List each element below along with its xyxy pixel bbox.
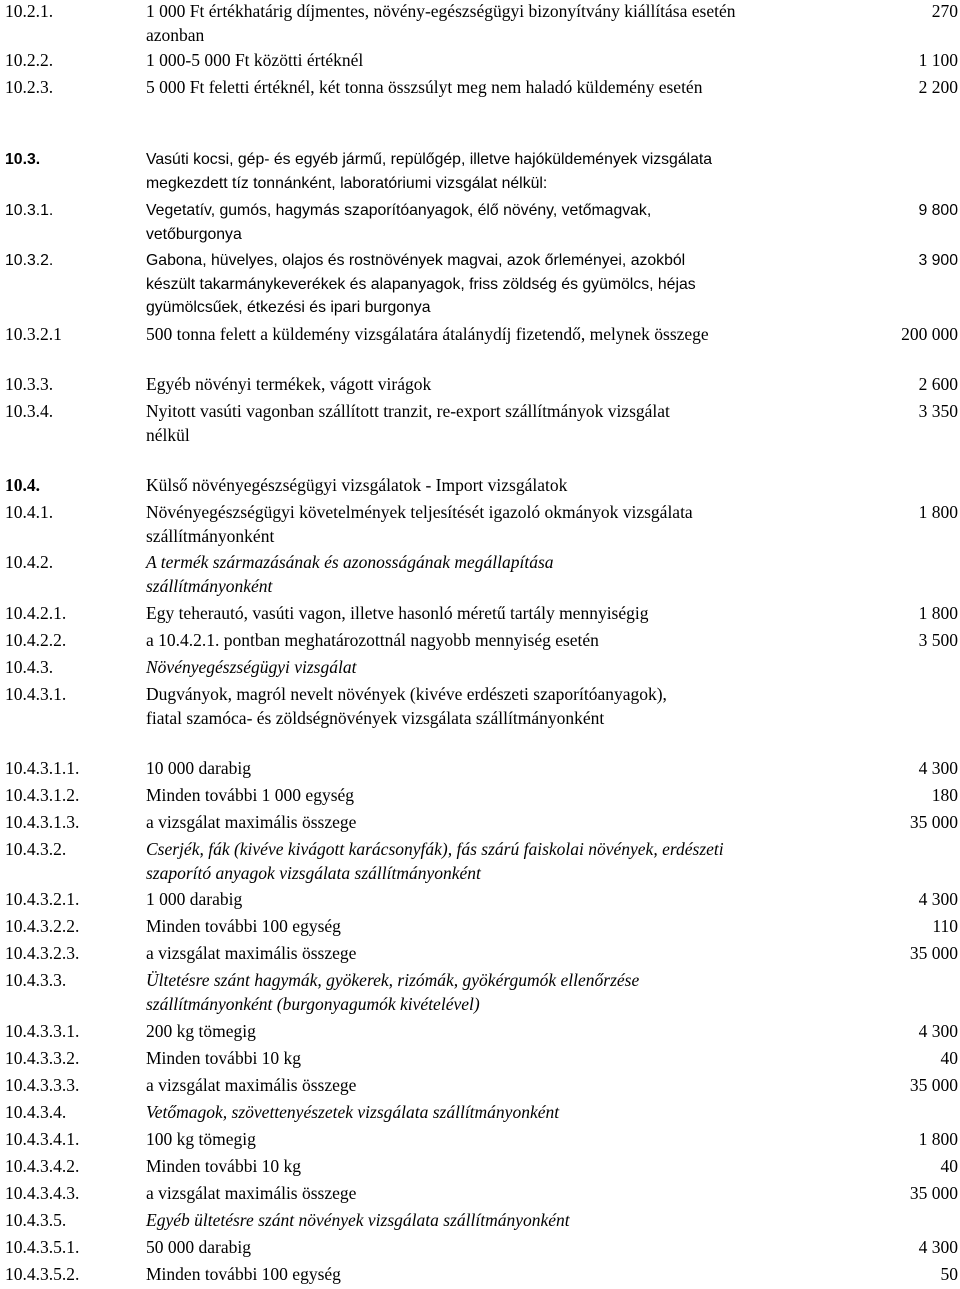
section-number: 10.3. [5,151,41,168]
section-description: Vasúti kocsi, gép- és egyéb jármű, repülőgép, illetve hajóküldemények vizsgálata megkezdett tíz tonnánként, laboratóriumi vizsgálat nélkül: [146,151,713,192]
fee-amount: 3 500 [918,630,958,650]
item-number: 10.4.3.3.1. [5,1021,80,1041]
item-number: 10.4.3. [5,657,54,677]
fee-amount: 35 000 [909,1075,958,1095]
fee-amount: 35 000 [909,1183,958,1203]
item-number: 10.3.2.1 [5,324,62,344]
section-description: Külső növényegészségügyi vizsgálatok - Import vizsgálatok [146,475,568,495]
item-number: 10.4.3.2.3. [5,943,80,963]
fee-amount: 200 000 [901,324,958,344]
item-number: 10.3.3. [5,374,54,394]
fee-amount: 4 300 [918,889,958,909]
item-number: 10.4.3.5. [5,1210,67,1230]
item-description: Minden további 100 egység [146,1264,341,1284]
fee-amount: 40 [940,1156,958,1176]
item-description: a vizsgálat maximális összege [146,1183,357,1203]
item-description: Minden további 1 000 egység [146,785,355,805]
fee-amount: 110 [932,916,958,936]
fee-amount: 40 [940,1048,958,1068]
fee-amount: 1 800 [918,603,958,623]
item-description: Gabona, hüvelyes, olajos és rostnövények magvai, azok őrleményei, azokból készült takarmánykeverékek és alapanyagok, friss zöldség és gyümölcs, héjas gyümölcsűek, étkezési és ipari burgonya [146,252,696,316]
section-number: 10.4. [5,475,40,495]
fee-amount: 2 600 [918,374,958,394]
item-number: 10.4.3.1.3. [5,812,80,832]
item-number: 10.4.3.4.2. [5,1156,80,1176]
fee-amount: 4 300 [918,758,958,778]
item-description: 500 tonna felett a küldemény vizsgálatára átalánydíj fizetendő, melynek összege [146,324,709,344]
fee-amount: 50 [940,1264,958,1284]
item-number: 10.3.1. [5,202,54,219]
item-description: 200 kg tömegig [146,1021,256,1041]
item-description: a vizsgálat maximális összege [146,812,357,832]
item-number: 10.4.3.2.1. [5,889,80,909]
item-number: 10.4.3.3. [5,970,67,990]
item-number: 10.2.1. [5,1,54,21]
item-description: Minden további 10 kg [146,1156,302,1176]
fee-amount: 1 800 [918,1129,958,1149]
item-description: Vetőmagok, szövettenyészetek vizsgálata szállítmányonként [146,1102,560,1122]
item-description: Növényegészségügyi követelmények teljesítését igazoló okmányok vizsgálata szállítmányonként [146,502,693,546]
item-description: Ültetésre szánt hagymák, gyökerek, rizómák, gyökérgumók ellenőrzése szállítmányonként (burgonyagumók kivételével) [146,970,640,1014]
item-number: 10.4.3.1. [5,684,67,704]
item-description: 5 000 Ft feletti értéknél, két tonna összsúlyt meg nem haladó küldemény esetén [146,77,703,97]
fee-amount: 3 900 [918,252,958,269]
item-description: Minden további 100 egység [146,916,341,936]
fee-amount: 1 800 [918,502,958,522]
item-description: 1 000 darabig [146,889,243,909]
item-number: 10.4.3.1.2. [5,785,80,805]
item-description: Nyitott vasúti vagonban szállított tranzit, re-export szállítmányok vizsgálat nélkül [146,401,670,445]
item-number: 10.4.3.1.1. [5,758,80,778]
fee-amount: 2 200 [918,77,958,97]
item-number: 10.4.3.4. [5,1102,67,1122]
item-number: 10.4.2.2. [5,630,67,650]
fee-amount: 9 800 [918,202,958,219]
item-number: 10.4.3.4.1. [5,1129,80,1149]
item-description: 10 000 darabig [146,758,251,778]
item-description: a vizsgálat maximális összege [146,943,357,963]
item-description: 50 000 darabig [146,1237,251,1257]
item-number: 10.4.3.5.2. [5,1264,80,1284]
item-number: 10.4.2.1. [5,603,67,623]
item-description: a 10.4.2.1. pontban meghatározottnál nagyobb mennyiség esetén [146,630,599,650]
fee-amount: 35 000 [909,943,958,963]
item-description: A termék származásának és azonosságának megállapítása szállítmányonként [146,552,554,596]
item-number: 10.3.2. [5,252,54,269]
item-description: Cserjék, fák (kivéve kivágott karácsonyfák), fás szárú faiskolai növények, erdészeti szaporító anyagok vizsgálata szállítmányonként [146,839,724,883]
item-number: 10.3.4. [5,401,54,421]
item-number: 10.4.3.3.3. [5,1075,80,1095]
item-description: Dugványok, magról nevelt növények (kivéve erdészeti szaporítóanyagok), fiatal szamóca- és zöldségnövények vizsgálata szállítmányonként [146,684,667,728]
item-number: 10.4.1. [5,502,54,522]
item-description: Egy teherautó, vasúti vagon, illetve hasonló méretű tartály mennyiségig [146,603,649,623]
item-description: a vizsgálat maximális összege [146,1075,357,1095]
item-description: Egyéb ültetésre szánt növények vizsgálata szállítmányonként [146,1210,570,1230]
item-number: 10.4.3.3.2. [5,1048,80,1068]
item-description: 1 000 Ft értékhatárig díjmentes, növény-egészségügyi bizonyítvány kiállítása esetén azonban [146,1,736,45]
item-number: 10.2.3. [5,77,54,97]
fee-amount: 4 300 [918,1021,958,1041]
fee-amount: 35 000 [909,812,958,832]
item-number: 10.4.3.2. [5,839,67,859]
item-number: 10.4.2. [5,552,54,572]
item-number: 10.4.3.5.1. [5,1237,80,1257]
fee-amount: 4 300 [918,1237,958,1257]
item-number: 10.4.3.2.2. [5,916,80,936]
fee-amount: 3 350 [918,401,958,421]
item-description: Egyéb növényi termékek, vágott virágok [146,374,432,394]
fee-amount: 270 [931,1,958,21]
fee-amount: 1 100 [918,50,958,70]
item-number: 10.4.3.4.3. [5,1183,80,1203]
item-description: Vegetatív, gumós, hagymás szaporítóanyagok, élő növény, vetőmagvak, vetőburgonya [146,202,652,243]
item-number: 10.2.2. [5,50,54,70]
item-description: 100 kg tömegig [146,1129,256,1149]
item-description: Növényegészségügyi vizsgálat [146,657,357,677]
item-description: 1 000-5 000 Ft közötti értéknél [146,50,364,70]
fee-amount: 180 [931,785,958,805]
item-description: Minden további 10 kg [146,1048,302,1068]
